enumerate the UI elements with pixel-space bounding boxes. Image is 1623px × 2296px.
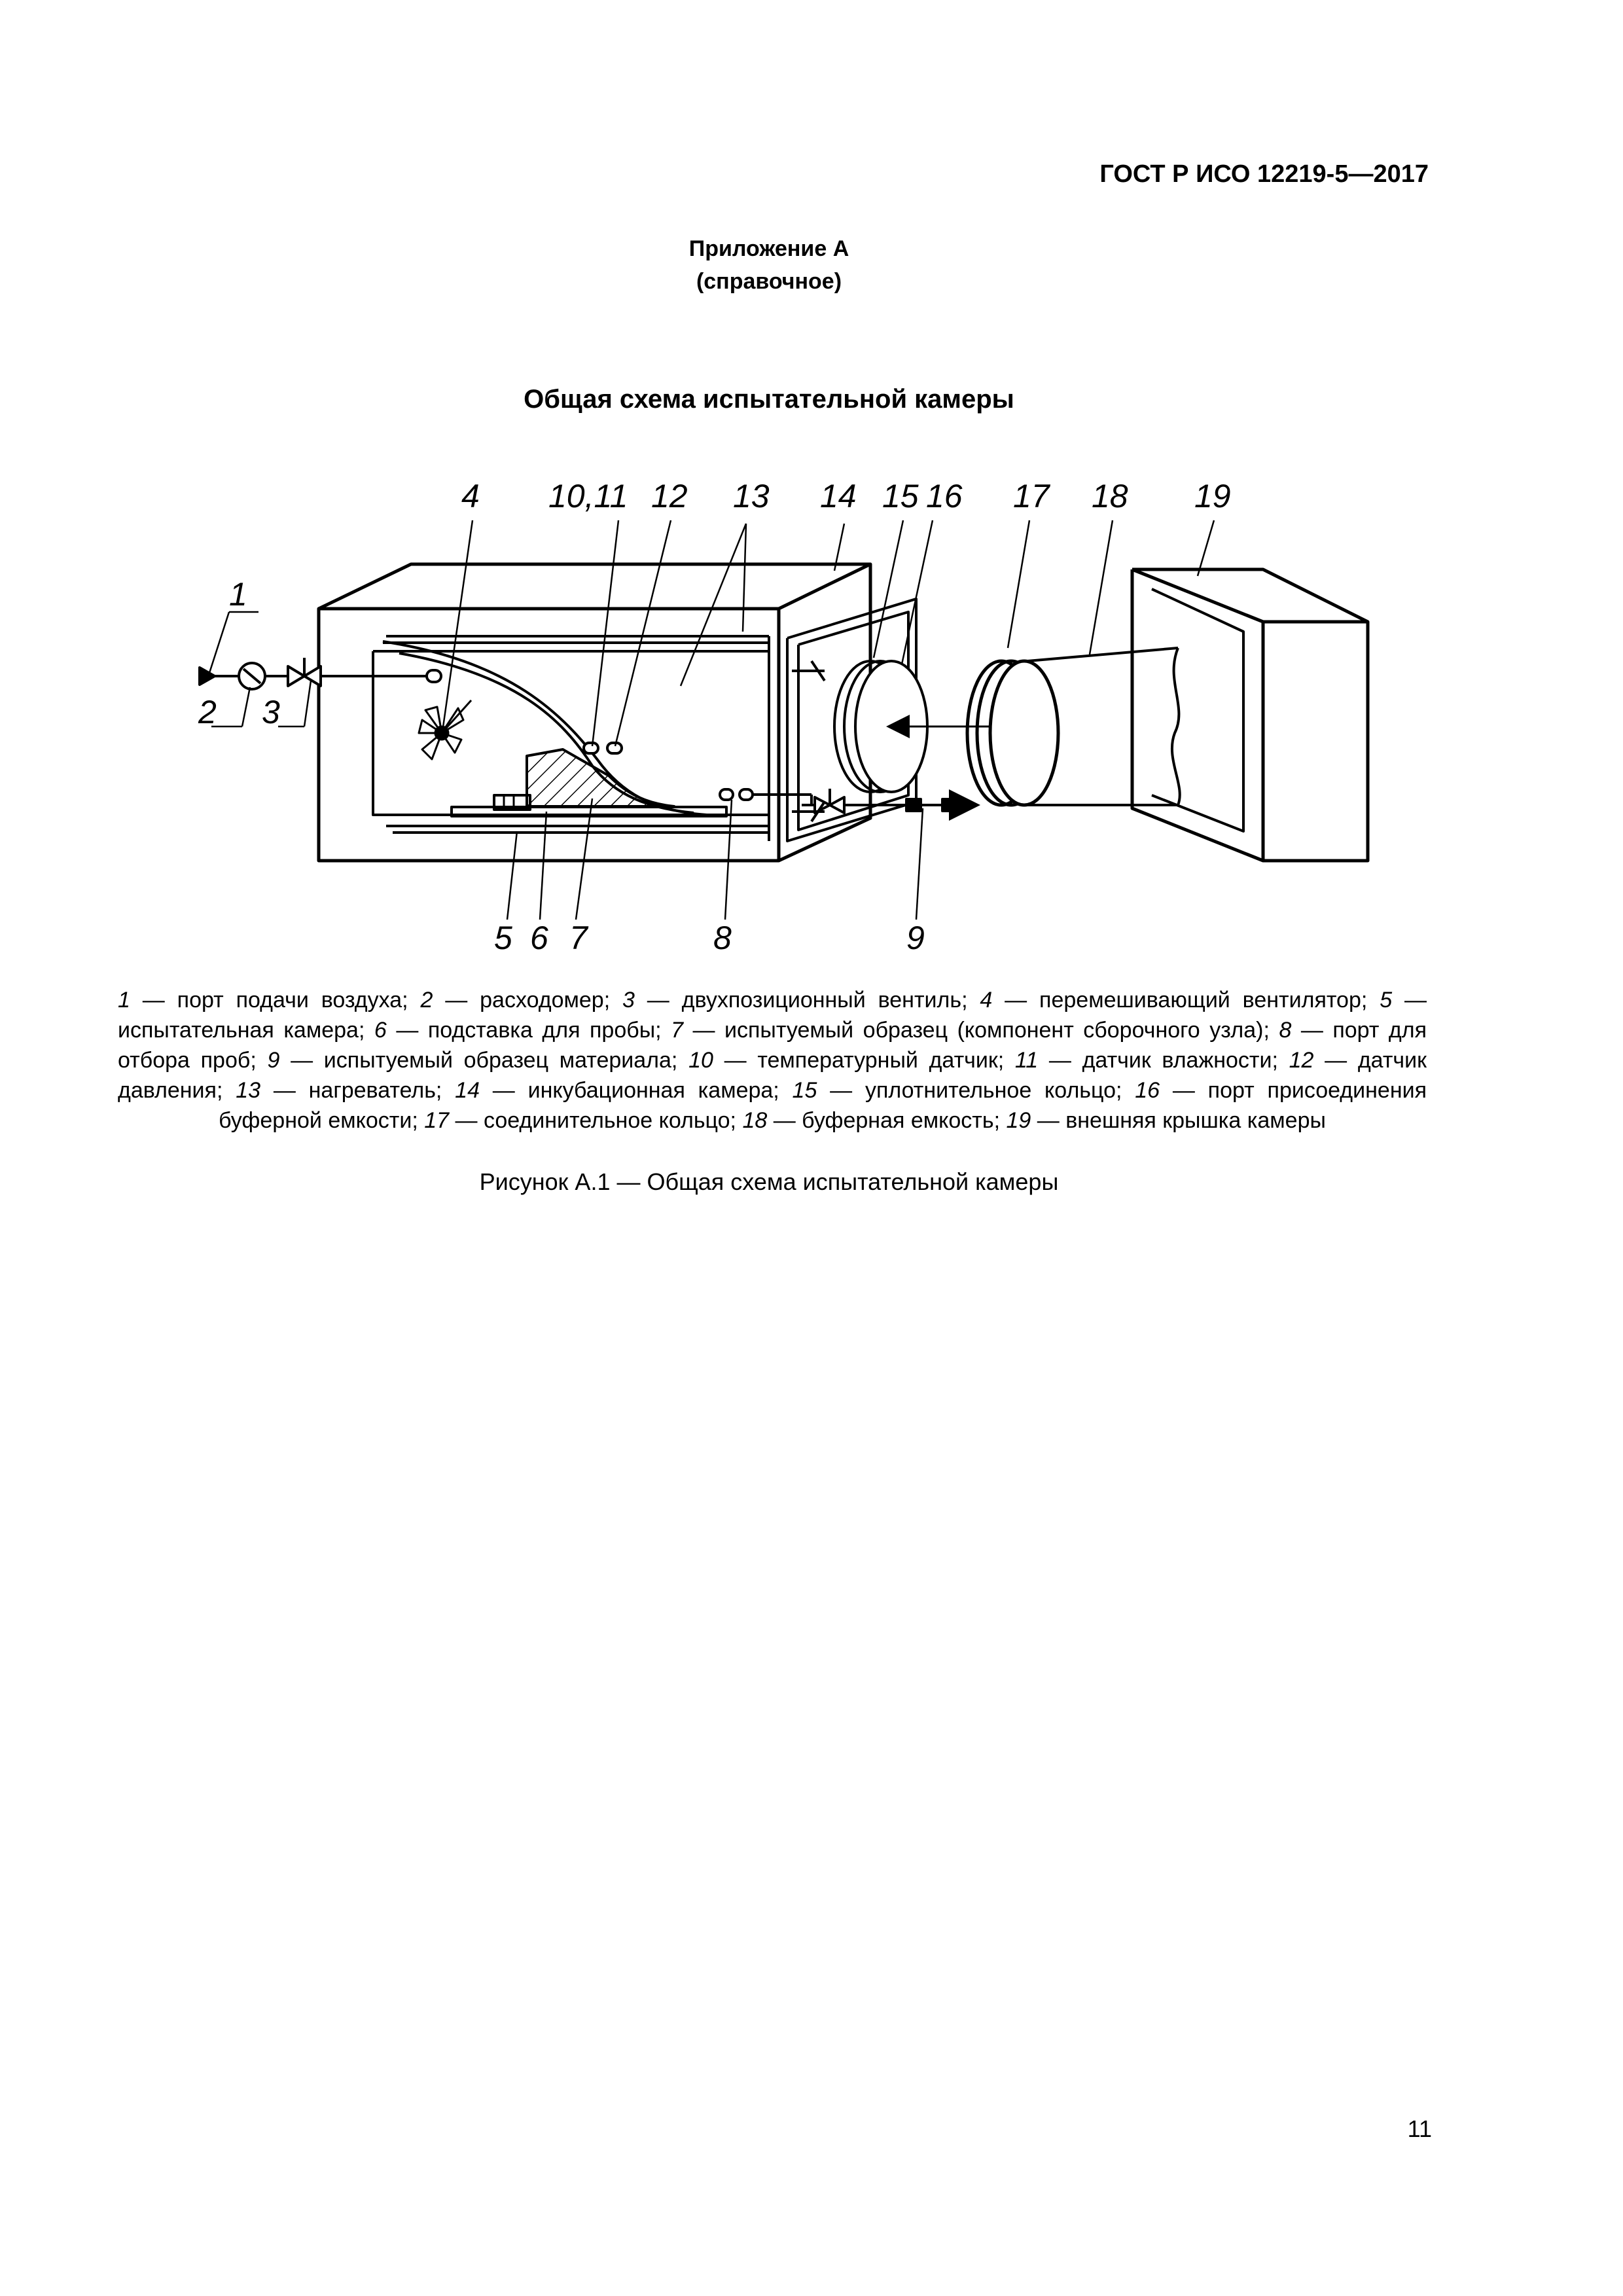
appendix-title: Приложение А	[688, 236, 849, 261]
sealing-ring-and-port	[834, 661, 1011, 792]
legend-entry	[374, 1018, 671, 1043]
legend-number: 12	[1289, 1048, 1314, 1073]
legend-entry	[420, 988, 622, 1013]
external-lid	[1132, 569, 1368, 861]
legend-number: 14	[455, 1078, 480, 1103]
callout-1: 1	[229, 576, 247, 613]
legend-entry	[424, 1108, 742, 1133]
legend-entry	[236, 1078, 455, 1103]
legend-number: 11	[1014, 1048, 1039, 1073]
legend-text: — порт подачи воздуха;	[130, 988, 421, 1013]
legend-text: — перемешивающий вентилятор;	[992, 988, 1380, 1013]
test-chamber-diagram	[0, 458, 1472, 956]
legend-text: — внешняя крышка камеры	[1031, 1108, 1326, 1133]
legend-text: — датчик давления;	[118, 1048, 1427, 1103]
callout-6: 6	[530, 920, 548, 956]
callout-17: 17	[1013, 478, 1050, 514]
page-number: 11	[1407, 2115, 1432, 2142]
door-fittings	[792, 661, 825, 821]
legend-number: 15	[792, 1078, 817, 1103]
legend-text: — расходомер;	[433, 988, 623, 1013]
legend-text: — испытуемый образец материала;	[279, 1048, 689, 1073]
callout-14: 14	[820, 478, 857, 514]
legend-number: 19	[1006, 1108, 1031, 1133]
legend-number: 10	[688, 1048, 713, 1073]
callout-3: 3	[262, 694, 280, 730]
legend-text: — температурный датчик;	[713, 1048, 1015, 1073]
legend-text: — порт для отбора проб;	[118, 1018, 1427, 1073]
legend-number: 1	[118, 988, 130, 1013]
callout-4: 4	[461, 478, 480, 514]
legend-number: 18	[742, 1108, 768, 1133]
legend-entry	[671, 1018, 1279, 1043]
legend-text: — датчик влажности;	[1038, 1048, 1289, 1073]
legend-number: 16	[1135, 1078, 1160, 1103]
legend-entry	[118, 988, 420, 1013]
legend-number: 2	[420, 988, 433, 1013]
sampling-port-line	[720, 789, 975, 813]
appendix-subtitle: (справочное)	[696, 269, 842, 294]
legend-entry	[980, 988, 1380, 1013]
legend-text: — нагреватель;	[260, 1078, 455, 1103]
legend-text: — соединительное кольцо;	[449, 1108, 743, 1133]
callout-12: 12	[651, 478, 688, 514]
callout-labels	[198, 478, 1231, 956]
legend-number: 17	[424, 1108, 450, 1133]
connecting-ring	[967, 661, 1058, 805]
callout-9: 9	[906, 920, 925, 956]
legend-text: — испытуемый образец (компонент сборочного узла);	[683, 1018, 1279, 1043]
callout-15: 15	[882, 478, 919, 514]
test-specimen	[527, 749, 674, 806]
legend-text: — порт присоединения буферной емкости;	[219, 1078, 1427, 1133]
legend-number: 13	[236, 1078, 261, 1103]
figure-title: Общая схема испытательной камеры	[524, 385, 1014, 414]
legend-entry	[742, 1108, 1006, 1133]
legend-number: 5	[1380, 988, 1393, 1013]
legend-text: — буферная емкость;	[767, 1108, 1007, 1133]
callout-5: 5	[494, 920, 512, 956]
legend-text: — инкубационная камера;	[480, 1078, 793, 1103]
legend-number: 7	[671, 1018, 684, 1043]
legend-entry	[688, 1048, 1015, 1073]
callout-7: 7	[569, 920, 588, 956]
legend-text: — подставка для пробы;	[386, 1018, 671, 1043]
legend-entry	[1006, 1108, 1325, 1133]
legend-number: 3	[622, 988, 635, 1013]
callout-13: 13	[733, 478, 770, 514]
legend-number: 8	[1279, 1018, 1292, 1043]
callout-10-11: 10,11	[548, 478, 628, 514]
legend-text: — уплотнительное кольцо;	[817, 1078, 1135, 1103]
legend-number: 6	[374, 1018, 387, 1043]
legend-entry	[1015, 1048, 1289, 1073]
legend-text: — испытательная камера;	[118, 988, 1427, 1043]
legend-entry	[622, 988, 980, 1013]
legend-entry	[455, 1078, 792, 1103]
figure-legend	[118, 985, 1427, 1136]
callout-19: 19	[1194, 478, 1231, 514]
callout-16: 16	[926, 478, 963, 514]
legend-entry	[267, 1048, 688, 1073]
callout-2: 2	[198, 694, 217, 730]
figure-caption: Рисунок А.1 — Общая схема испытательной камеры	[479, 1168, 1059, 1195]
callout-8: 8	[713, 920, 732, 956]
legend-number: 9	[267, 1048, 280, 1073]
callout-18: 18	[1092, 478, 1128, 514]
document-code: ГОСТ Р ИСО 12219-5—2017	[1099, 160, 1429, 188]
legend-entry	[793, 1078, 1135, 1103]
legend-text: — двухпозиционный вентиль;	[634, 988, 980, 1013]
legend-number: 4	[980, 988, 993, 1013]
